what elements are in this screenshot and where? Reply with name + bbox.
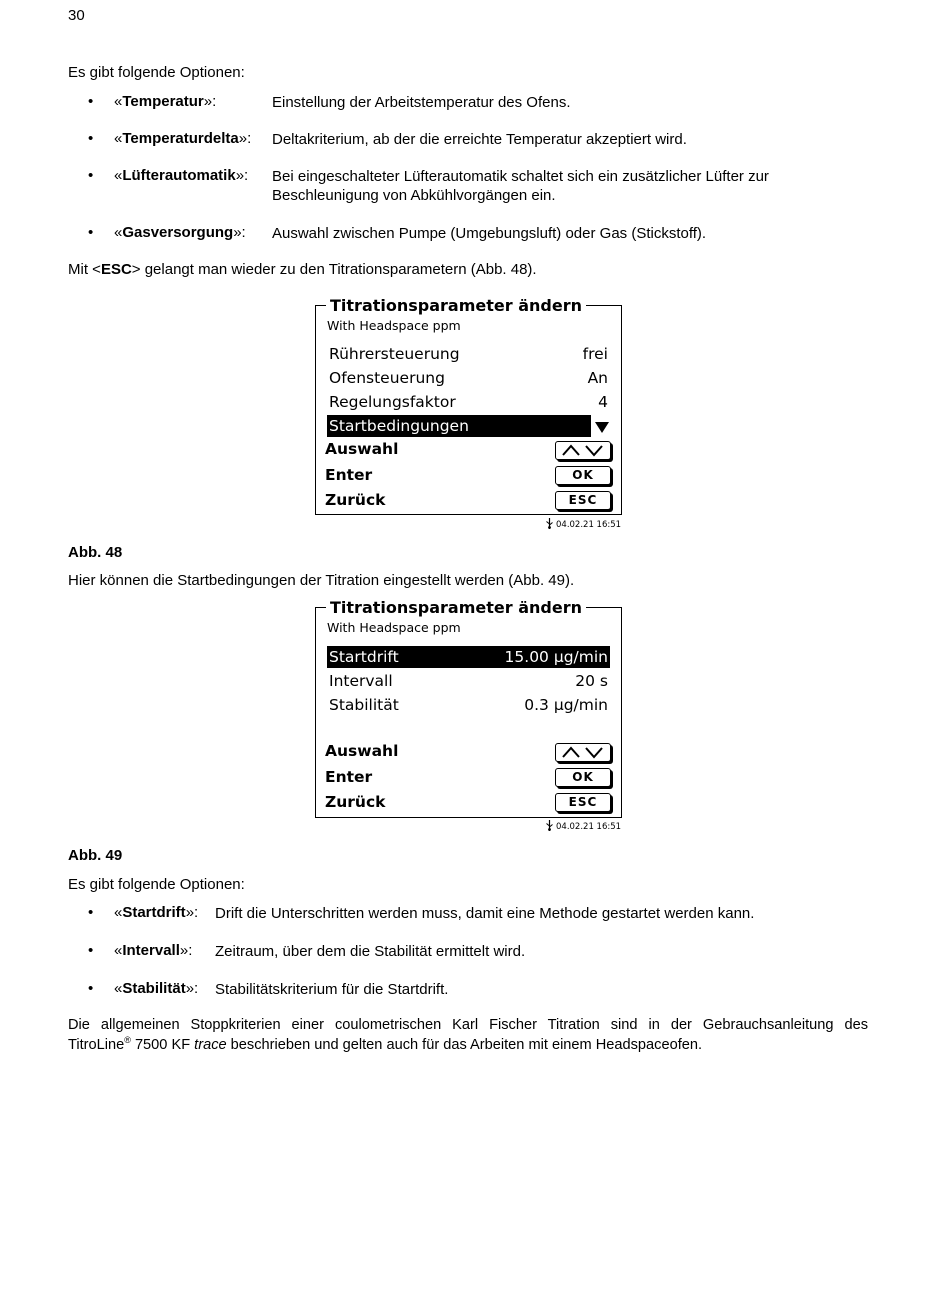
figure-caption-48: Abb. 48 [68, 544, 123, 561]
option-term: Startdrift [122, 904, 186, 921]
param-row-selected[interactable]: Startbedingungen [327, 415, 591, 437]
up-down-button[interactable] [555, 743, 611, 762]
param-row[interactable]: Regelungsfaktor 4 [329, 393, 608, 411]
key-label-auswahl: Auswahl [325, 742, 399, 760]
option-desc-cont: Beschleunigung von Abkühlvorgängen ein. [272, 187, 556, 204]
esc-paragraph: Mit <ESC> gelangt man wieder zu den Titrationsparametern (Abb. 48). [68, 261, 537, 278]
option-desc: Bei eingeschalteter Lüfterautomatik schaltet sich ein zusätzlicher Lüfter zur [272, 168, 769, 185]
screen-title: Titrationsparameter ändern [326, 297, 586, 315]
param-row[interactable]: Intervall 20 s [329, 672, 608, 690]
ok-button[interactable]: OK [555, 466, 611, 485]
key-label-auswahl: Auswahl [325, 440, 399, 458]
option-desc: Drift die Unterschritten werden muss, damit eine Methode gestartet werden kann. [215, 905, 755, 922]
option-term: Lüfterautomatik [122, 167, 236, 184]
param-row-selected[interactable]: Startdrift 15.00 µg/min [329, 648, 608, 666]
option-desc: Stabilitätskriterium für die Startdrift. [215, 981, 449, 998]
usb-icon [545, 820, 554, 831]
esc-button[interactable]: ESC [555, 491, 611, 510]
option-term: Temperatur [122, 93, 204, 110]
device-screen-abb48 [315, 296, 622, 515]
up-down-arrows-icon [560, 443, 606, 457]
esc-button[interactable]: ESC [555, 793, 611, 812]
option-desc: Einstellung der Arbeitstemperatur des Ofens. [272, 94, 571, 111]
option-term: Stabilität [122, 980, 186, 997]
usb-icon [545, 518, 554, 529]
option-desc: Zeitraum, über dem die Stabilität ermittelt wird. [215, 943, 526, 960]
screen-title: Titrationsparameter ändern [326, 599, 586, 617]
param-row[interactable]: Stabilität 0.3 µg/min [329, 696, 608, 714]
options-intro-2: Es gibt folgende Optionen: [68, 876, 245, 893]
key-label-enter: Enter [325, 466, 373, 484]
scroll-down-icon [595, 422, 609, 433]
screen-subtitle: With Headspace ppm [327, 620, 461, 635]
option-term: Gasversorgung [122, 224, 234, 241]
key-label-zurueck: Zurück [325, 793, 386, 811]
param-row[interactable]: Rührersteuerung frei [329, 345, 608, 363]
status-bar [545, 518, 621, 530]
option-term: Intervall [122, 942, 180, 959]
param-row[interactable]: Ofensteuerung An [329, 369, 608, 387]
option-desc: Auswahl zwischen Pumpe (Umgebungsluft) oder Gas (Stickstoff). [272, 225, 707, 242]
final-paragraph-line2: TitroLine® 7500 KF trace beschrieben und gelten auch für das Arbeiten mit einem Headspaceofen. [68, 1035, 703, 1053]
key-label-enter: Enter [325, 768, 373, 786]
status-bar [545, 820, 621, 832]
up-down-arrows-icon [560, 745, 606, 759]
key-label-zurueck: Zurück [325, 491, 386, 509]
status-datetime: 04.02.21 16:51 [556, 822, 622, 832]
ok-button[interactable]: OK [555, 768, 611, 787]
device-screen-abb49 [315, 598, 622, 818]
esc-key-name: ESC [100, 261, 132, 278]
options-intro-1: Es gibt folgende Optionen: [68, 64, 245, 81]
option-desc: Deltakriterium, ab der die erreichte Temperatur akzeptiert wird. [272, 131, 687, 148]
option-term: Temperaturdelta [122, 130, 239, 147]
page-number: 30 [68, 7, 85, 24]
figure-caption-49: Abb. 49 [68, 847, 123, 864]
up-down-button[interactable] [555, 441, 611, 460]
final-paragraph-line1: Die allgemeinen Stoppkriterien einer coulometrischen Karl Fischer Titration sind in der Gebrauchsanleitung des [68, 1017, 868, 1033]
screen-subtitle: With Headspace ppm [327, 318, 461, 333]
paragraph-start-conditions: Hier können die Startbedingungen der Titration eingestellt werden (Abb. 49). [68, 572, 575, 589]
status-datetime: 04.02.21 16:51 [556, 520, 622, 530]
